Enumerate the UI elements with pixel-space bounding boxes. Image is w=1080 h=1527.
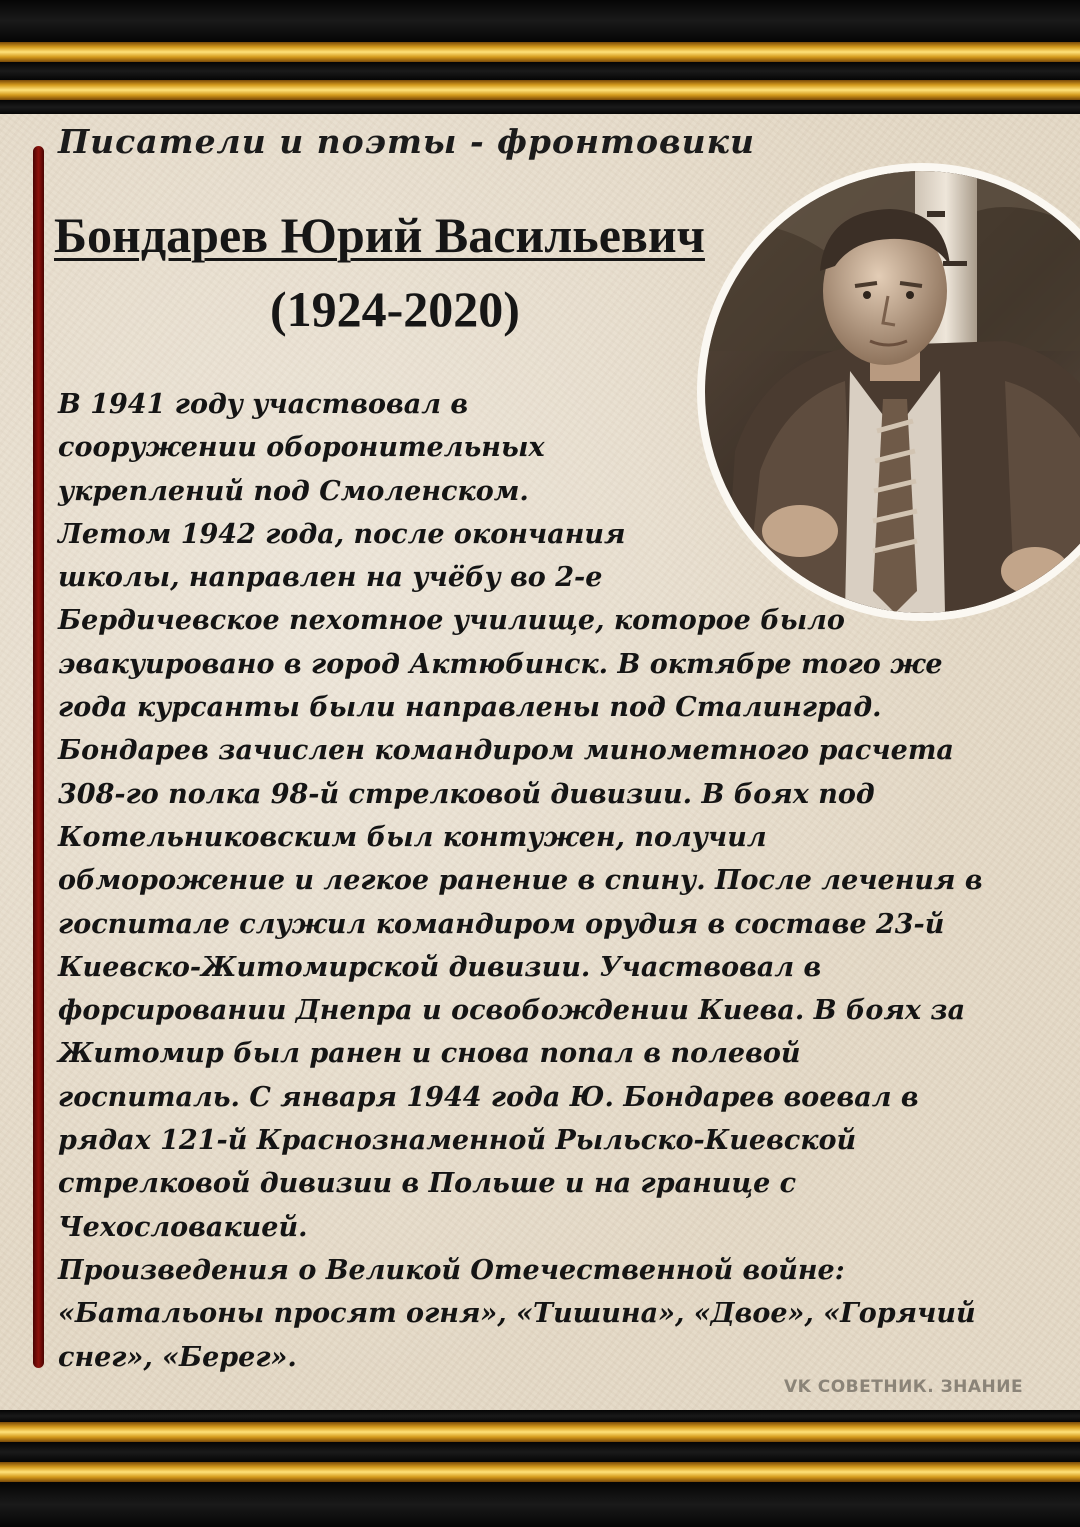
bio-line: форсировании Днепра и освобождении Киева. В боях за [58, 995, 966, 1027]
bio-line: рядах 121-й Краснознаменной Рыльско-Киевской [58, 1125, 857, 1157]
top-ribbon [0, 0, 1080, 118]
bottom-ribbon [0, 1410, 1080, 1527]
bio-line: 308-го полка 98-й стрелковой дивизии. В боях под [58, 778, 875, 810]
watermark-label: VK СОВЕТНИК. ЗНАНИЕ [784, 1377, 1024, 1397]
left-accent-bar [33, 146, 44, 1368]
bio-line: Котельниковским был контужен, получил [58, 821, 767, 853]
bio-line: Бондарев зачислен командиром минометного расчета [58, 735, 954, 767]
bio-line: школы, направлен на учёбу во 2-е [58, 562, 603, 594]
bio-line: Летом 1942 года, после окончания [58, 518, 626, 550]
bio-line: «Батальоны просят огня», «Тишина», «Двое», «Горячий [58, 1298, 976, 1330]
bio-line: Киевско-Житомирской дивизии. Участвовал в [58, 951, 822, 983]
bio-line: сооружении оборонительных [58, 432, 545, 464]
author-years: (1924-2020) [270, 281, 520, 337]
bio-line: укреплений под Смоленском. [58, 475, 529, 507]
bio-line: обморожение и легкое ранение в спину. После лечения в [58, 865, 983, 897]
bio-line: госпитале служил командиром орудия в составе 23-й [58, 908, 945, 940]
bio-line: Бердичевское пехотное училище, которое было [58, 605, 845, 637]
bio-line: Житомир был ранен и снова попал в полевой [58, 1038, 801, 1070]
bio-line: В 1941 году участвовал в [58, 389, 469, 420]
bio-line: госпиталь. С января 1944 года Ю. Бондарев воевал в [58, 1081, 919, 1113]
bio-line: Чехословакией. [58, 1211, 308, 1243]
bio-line: Произведения о Великой Отечественной войне: [58, 1254, 845, 1286]
bio-line: года курсанты были направлены под Сталинград. [58, 692, 882, 724]
bio-line: эвакуировано в город Актюбинск. В октябре того же [58, 648, 943, 680]
series-subtitle: Писатели и поэты - фронтовики [58, 122, 755, 161]
bio-line: снег», «Берег». [58, 1341, 297, 1373]
author-name: Бондарев Юрий Васильевич [54, 207, 705, 263]
bio-line: стрелковой дивизии в Польше и на границе с [58, 1168, 797, 1200]
biography-text [58, 383, 983, 1379]
